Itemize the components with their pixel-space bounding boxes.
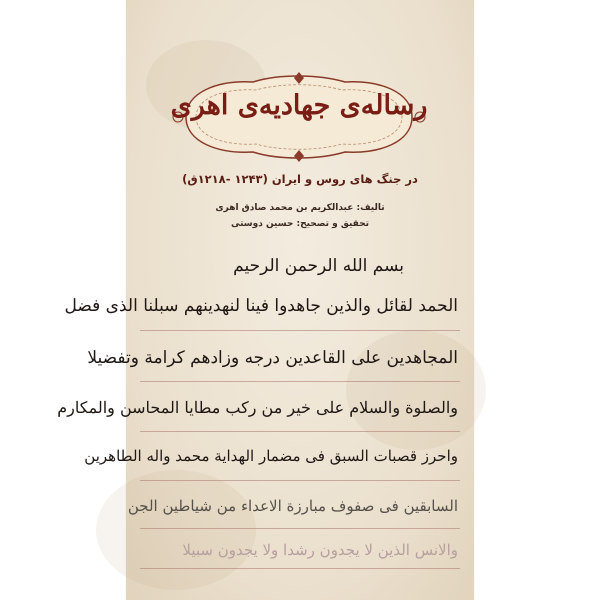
manuscript-line: بسم الله الرحمن الرحیم — [233, 256, 404, 276]
title-emblem — [168, 72, 430, 162]
ruled-line — [140, 480, 460, 481]
ruled-line — [140, 381, 460, 382]
cover-title: رساله‌ی جهادیه‌ی اهری — [170, 90, 428, 121]
ruled-line — [140, 528, 460, 529]
book-cover — [57, 0, 474, 600]
ruled-line — [140, 330, 460, 331]
manuscript-line: والانس الذین لا یجدون رشدا ولا یجدون سبیلا — [182, 541, 458, 559]
cover-subtitle: در جنگ های روس و ایران (۱۲۴۳ -۱۲۱۸ق) — [182, 172, 418, 186]
author-line: تالیف: عبدالکریم بن محمد صادق اهری — [215, 203, 385, 213]
editor-line: تحقیق و تصحیح: حسین دوستی — [230, 219, 369, 229]
ruled-line — [140, 568, 460, 569]
paper-stain — [96, 470, 256, 590]
manuscript-line: واحرز قصبات السبق فی مضمار الهدایة محمد واله الطاهرین — [84, 447, 458, 465]
manuscript-line: السابقین فی صفوف مبارزة الاعداء من شیاطین الجن — [127, 497, 458, 515]
manuscript-line: والصلوة والسلام علی خیر من رکب مطایا المحاسن والمکارم — [57, 398, 458, 417]
ruled-line — [140, 431, 460, 432]
manuscript-line: المجاهدین علی القاعدین درجه وزادهم کرامة وتفضیلا — [87, 348, 458, 368]
manuscript-line: الحمد لقائل والذین جاهدوا فینا لنهدینهم سبلنا الذی فضل — [64, 296, 458, 316]
